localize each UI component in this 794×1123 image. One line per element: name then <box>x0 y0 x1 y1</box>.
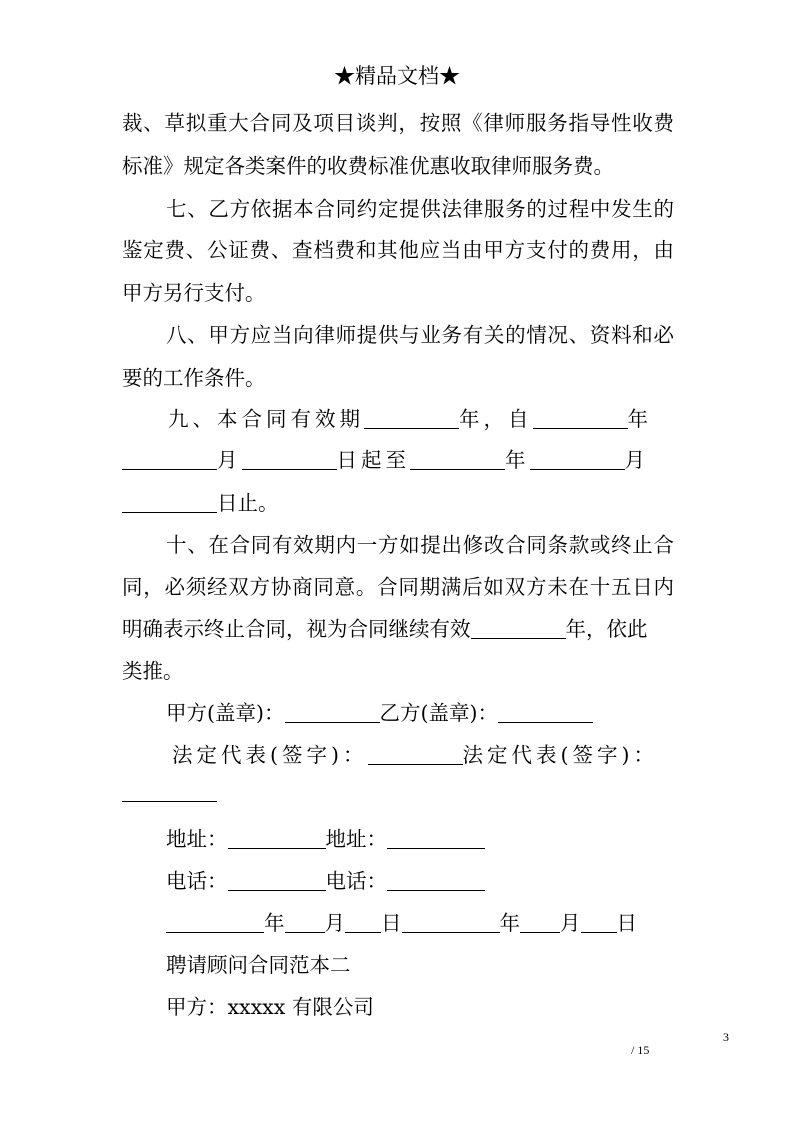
clause-9-text: 年 <box>627 407 652 431</box>
clause-9-text: 月 <box>217 448 242 472</box>
clause-9-text: 九、本合同有效期 <box>168 407 364 431</box>
date-b-day-blank[interactable] <box>581 912 617 933</box>
validity-years-blank[interactable] <box>364 408 459 429</box>
start-day-blank[interactable] <box>242 449 337 470</box>
clause-10-text: 明确表示终止合同，视为合同继续有效 <box>122 617 471 641</box>
clause-9-line <box>122 443 649 473</box>
clause-10-text: 年，依此 <box>565 617 648 641</box>
start-month-blank[interactable] <box>122 449 217 470</box>
phone-a-label: 电话： <box>166 869 228 893</box>
representative-line <box>172 738 658 768</box>
address-a-label: 地址： <box>166 827 228 851</box>
page-number: 3 <box>723 1030 729 1044</box>
address-b-blank[interactable] <box>387 828 485 849</box>
start-year-blank[interactable] <box>533 408 628 429</box>
clause-9-line <box>168 402 652 432</box>
address-a-blank[interactable] <box>228 828 326 849</box>
clause-7-line: 鉴定费、公证费、查档费和其他应当由甲方支付的费用，由 <box>122 238 674 262</box>
clause-9-line <box>122 486 279 516</box>
party-a-seal-blank[interactable] <box>285 702 380 723</box>
clause-10-line: 类推。 <box>122 659 184 683</box>
rep-b-label: 法定代表(签字)： <box>462 743 658 767</box>
address-b-label: 地址： <box>325 827 387 851</box>
date-line <box>166 906 637 936</box>
clause-9-text: 年，自 <box>459 407 533 431</box>
date-a-day-blank[interactable] <box>345 912 381 933</box>
clause-10-line: 同，必须经双方协商同意。合同期满后如双方未在十五日内 <box>122 575 674 599</box>
representative-line <box>122 780 217 804</box>
clause-8-line: 要的工作条件。 <box>122 366 266 390</box>
clause-10-line <box>122 612 648 642</box>
renewal-years-blank[interactable] <box>471 618 566 639</box>
date-month-label: 月 <box>560 911 581 935</box>
document-header: ★精品文档★ <box>334 64 460 88</box>
date-a-year-blank[interactable] <box>166 912 264 933</box>
page-total: / 15 <box>631 1043 650 1057</box>
date-a-month-blank[interactable] <box>285 912 325 933</box>
phone-a-blank[interactable] <box>228 870 326 891</box>
date-day-label: 日 <box>381 911 402 935</box>
clause-7-line: 七、乙方依据本合同约定提供法律服务的过程中发生的 <box>166 197 674 221</box>
clause-7-line: 甲方另行支付。 <box>122 281 266 305</box>
clause-9-text: 日止。 <box>217 491 279 515</box>
clause-9-text: 月 <box>624 448 649 472</box>
paragraph-line: 裁、草拟重大合同及项目谈判，按照《律师服务指导性收费 <box>122 111 674 135</box>
paragraph-line: 标准》规定各类案件的收费标准优惠收取律师服务费。 <box>122 154 614 178</box>
rep-a-label: 法定代表(签字)： <box>172 743 368 767</box>
date-year-label: 年 <box>499 911 520 935</box>
section-2-party-a: 甲方：xxxxx 有限公司 <box>166 995 374 1019</box>
date-b-month-blank[interactable] <box>520 912 560 933</box>
phone-b-label: 电话： <box>325 869 387 893</box>
seal-line <box>166 696 593 726</box>
date-day-label: 日 <box>616 911 637 935</box>
address-line <box>166 822 485 852</box>
phone-b-blank[interactable] <box>387 870 485 891</box>
party-b-seal-label: 乙方(盖章)： <box>379 701 498 725</box>
end-day-blank[interactable] <box>122 492 217 513</box>
phone-line <box>166 864 485 894</box>
end-month-blank[interactable] <box>530 449 625 470</box>
date-year-label: 年 <box>264 911 285 935</box>
rep-a-blank[interactable] <box>368 744 463 765</box>
clause-9-text: 日起至 <box>336 448 410 472</box>
date-b-year-blank[interactable] <box>402 912 500 933</box>
party-a-seal-label: 甲方(盖章)： <box>166 701 285 725</box>
clause-9-text: 年 <box>505 448 530 472</box>
rep-b-blank[interactable] <box>122 781 217 802</box>
clause-8-line: 八、甲方应当向律师提供与业务有关的情况、资料和必 <box>166 323 674 347</box>
section-2-title: 聘请顾问合同范本二 <box>166 953 351 977</box>
party-b-seal-blank[interactable] <box>498 702 593 723</box>
date-month-label: 月 <box>324 911 345 935</box>
end-year-blank[interactable] <box>410 449 505 470</box>
clause-10-line: 十、在合同有效期内一方如提出修改合同条款或终止合 <box>166 533 674 557</box>
